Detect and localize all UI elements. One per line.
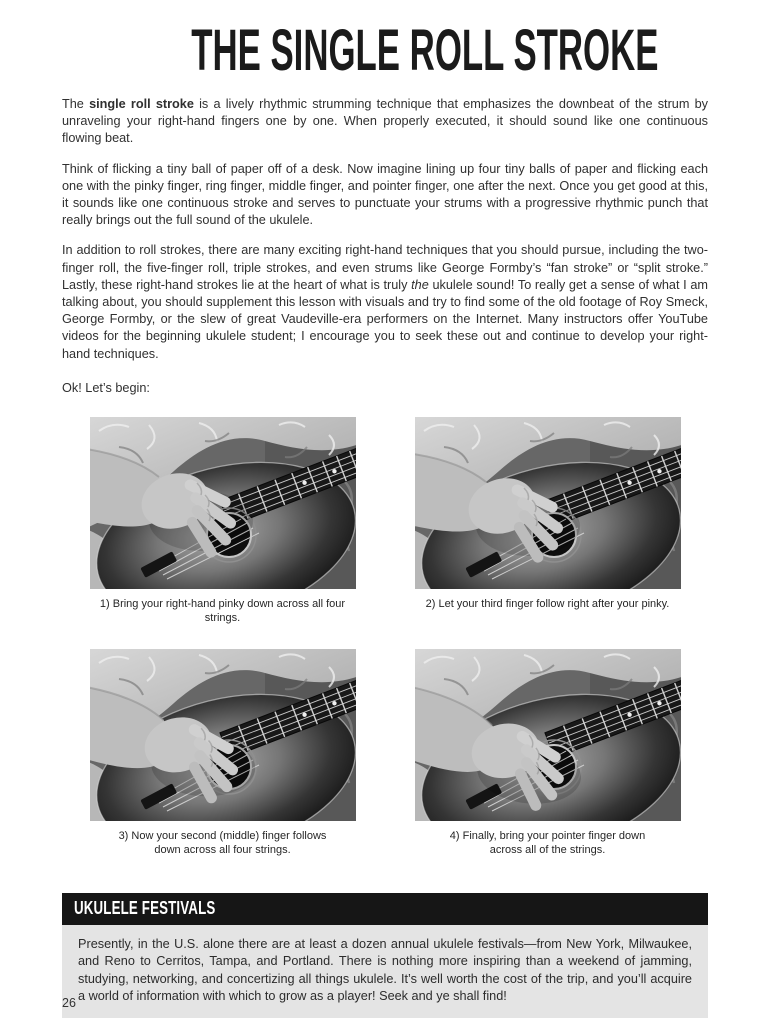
ukulele-photo-illustration <box>415 649 681 821</box>
ukulele-photo-step-2 <box>415 417 681 589</box>
caption-4-line-2: across all of the strings. <box>489 843 606 856</box>
ukulele-photo-step-4 <box>415 649 681 821</box>
intro-paragraph-3 <box>62 242 708 362</box>
festivals-body-text: Presently, in the U.S. alone there are at least a dozen annual ukulele festivals—from New York, Milwaukee, and Reno to Cerritos, Tampa, and Portland. There is nothing more inspiring than a weekend of jamming, studying, networking, and concertizing all things ukulele. It’s well worth the cost of the trip, and you’ll acquire a world of information with which to grow as a player! Seek and ye shall find! <box>62 925 708 1018</box>
paragraph-3-text: In addition to roll strokes, there are many exciting right-hand techniques that you should pursue, including the two-finger roll, the five-finger roll, triple strokes, and even strums like George Formby’s “fan stroke” or “split stroke.” Lastly, these right-hand strokes lie at the heart of what is truly <box>62 243 708 292</box>
instruction-step-4-figure <box>415 649 681 857</box>
photo-caption-2 <box>415 598 681 612</box>
ukulele-photo-illustration <box>90 649 356 821</box>
lets-begin-line: Ok! Let’s begin: <box>62 380 150 395</box>
festivals-heading-bar <box>62 893 708 925</box>
photo-caption-1 <box>90 598 356 625</box>
emphasized-the: the <box>411 277 429 292</box>
instruction-step-2-figure <box>415 417 681 625</box>
page-title: THE SINGLE ROLL STROKE <box>191 18 659 83</box>
page-number: 26 <box>62 996 76 1010</box>
festivals-heading: UKULELE FESTIVALS <box>74 898 216 919</box>
paragraph-1-text-continued: is a lively rhythmic strumming technique that emphasizes the downbeat of the strum by unraveling your right-hand fingers one by one. When properly executed, it should sound like one continuous flowing beat. <box>62 97 709 146</box>
intro-paragraph-1 <box>62 96 708 148</box>
caption-2-line-1: 2) Let your third finger follow right after your pinky. <box>425 598 670 611</box>
paragraph-1-text: The <box>62 97 90 111</box>
ukulele-photo-step-1 <box>90 417 356 589</box>
instruction-step-1-figure <box>90 417 356 625</box>
ukulele-photo-illustration <box>415 417 681 589</box>
photo-caption-3 <box>90 830 356 857</box>
instruction-step-3-figure <box>90 649 356 857</box>
single-roll-stroke-term: single roll stroke <box>89 97 194 111</box>
caption-1-line-1: 1) Bring your right-hand pinky down across all four strings. <box>99 598 346 624</box>
caption-3-line-2: down across all four strings. <box>154 843 291 856</box>
ukulele-photo-illustration <box>90 417 356 589</box>
instruction-photo-grid <box>62 417 708 857</box>
photo-caption-4 <box>415 830 681 857</box>
ukulele-festivals-callout <box>62 893 708 1018</box>
caption-3-line-1: 3) Now your second (middle) finger follows <box>118 830 327 843</box>
ukulele-photo-step-3 <box>90 649 356 821</box>
intro-paragraph-2: Think of flicking a tiny ball of paper off of a desk. Now imagine lining up four tiny balls of paper and flicking each one with the pinky finger, ring finger, middle finger, and pointer finger, one after the next. Once you get good at this, it sounds like one continuous stroke and serves to punctuate your strums with a progressive rhythmic punch that really brings out the full sound of the ukulele. <box>62 161 708 228</box>
paragraph-3-text-continued: ukulele sound! To really get a sense of what I am talking about, you should supplement this lesson with visuals and try to find some of the old footage of Roy Smeck, George Formby, or the slew of great Vaudeville-era performers on the Internet. Many instructors offer YouTube videos for the beginning ukulele student; I encourage you to seek these out and continue to develop your right-hand techniques. <box>62 277 708 361</box>
caption-4-line-1: 4) Finally, bring your pointer finger down <box>449 830 646 843</box>
